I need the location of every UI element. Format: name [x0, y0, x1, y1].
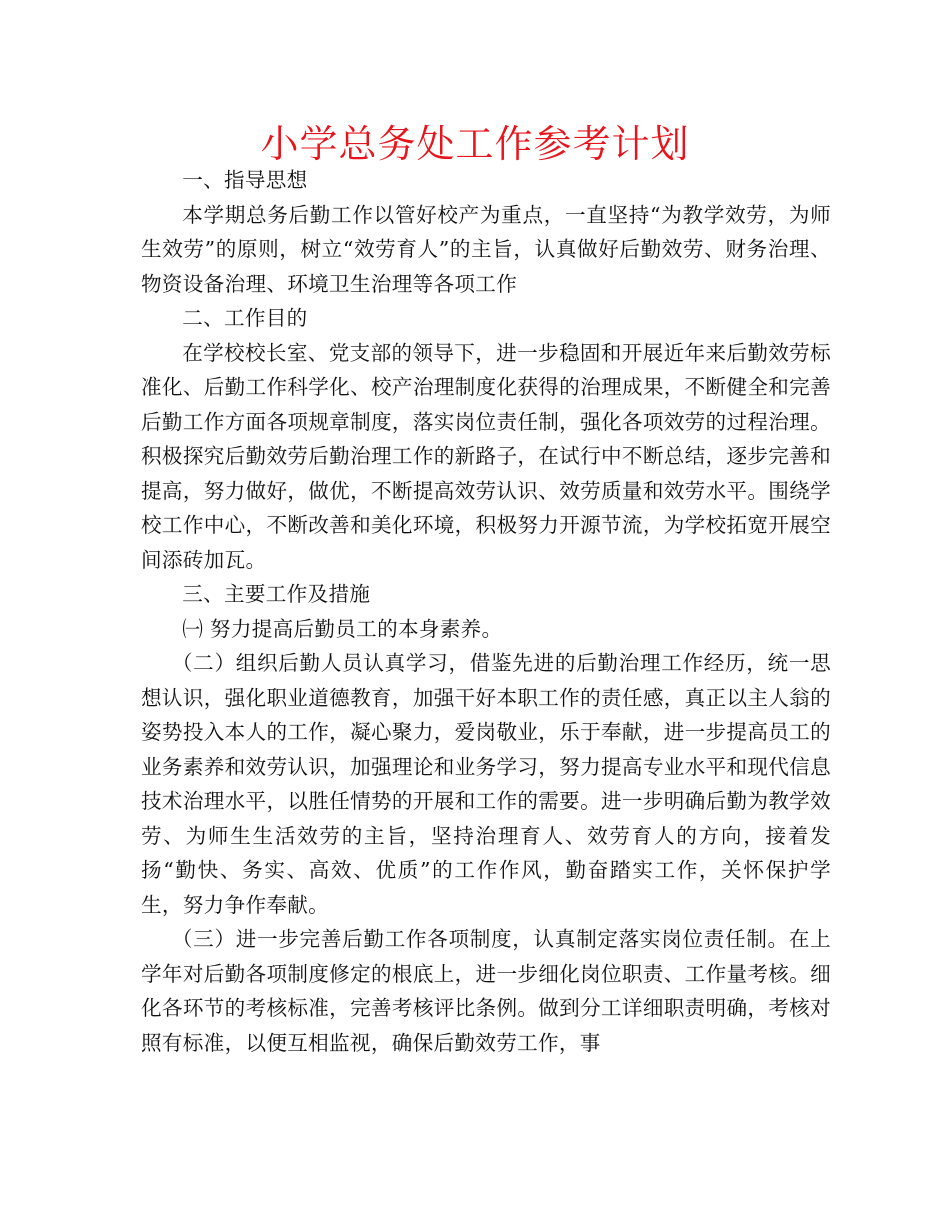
section-heading-work-goal: 二、工作目的 — [182, 306, 308, 330]
list-item-2: （二）组织后勤人员认真学习，借鉴先进的后勤治理工作经历，统一思想认识，强化职业道德教育，加强干好本职工作的责任感，真正以主人翁的姿势投入本人的工作，凝心聚力，爱岗敬业，乐于奉献，进一步提高员工的业务素养和效劳认识，加强理论和业务学习，努力提高专业水平和现代信息技术治理水平，以胜任情势的开展和工作的需要。进一步明确后勤为教学效劳、为师生生活效劳的主旨，坚持治理育人、效劳育人的方向，接着发扬“勤快、务实、高效、优质”的工作作风，勤奋踏实工作，关怀保护学生，努力争作奉献。 — [141, 651, 831, 917]
list-item-1: ㈠ 努力提高后勤员工的本身素养。 — [182, 616, 503, 641]
section-paragraph-work-goal: 在学校校长室、党支部的领导下，进一步稳固和开展近年来后勤效劳标准化、后勤工作科学化、校产治理制度化获得的治理成果，不断健全和完善后勤工作方面各项规章制度，落实岗位责任制，强化各项效劳的过程治理。积极探究后勤效劳后勤治理工作的新路子，在试行中不断总结，逐步完善和提高，努力做好，做优，不断提高效劳认识、效劳质量和效劳水平。围绕学校工作中心，不断改善和美化环境，积极努力开源节流，为学校拓宽开展空间添砖加瓦。 — [141, 340, 831, 572]
section-heading-main-work: 三、主要工作及措施 — [182, 582, 371, 606]
section-heading-guiding-idea: 一、指导思想 — [182, 168, 308, 192]
section-paragraph-guiding-idea: 本学期总务后勤工作以管好校产为重点，一直坚持“为教学效劳，为师生效劳”的原则，树立“效劳育人”的主旨，认真做好后勤效劳、财务治理、物资设备治理、环境卫生治理等各项工作 — [141, 202, 831, 296]
document-body — [141, 163, 831, 1060]
document-title: 小学总务处工作参考计划 — [260, 122, 690, 166]
list-item-3: （三）进一步完善后勤工作各项制度，认真制定落实岗位责任制。在上学年对后勤各项制度修定的根底上，进一步细化岗位职责、工作量考核。细化各环节的考核标准，完善考核评比条例。做到分工详细职责明确，考核对照有标准，以便互相监视，确保后勤效劳工作，事 — [141, 927, 831, 1055]
